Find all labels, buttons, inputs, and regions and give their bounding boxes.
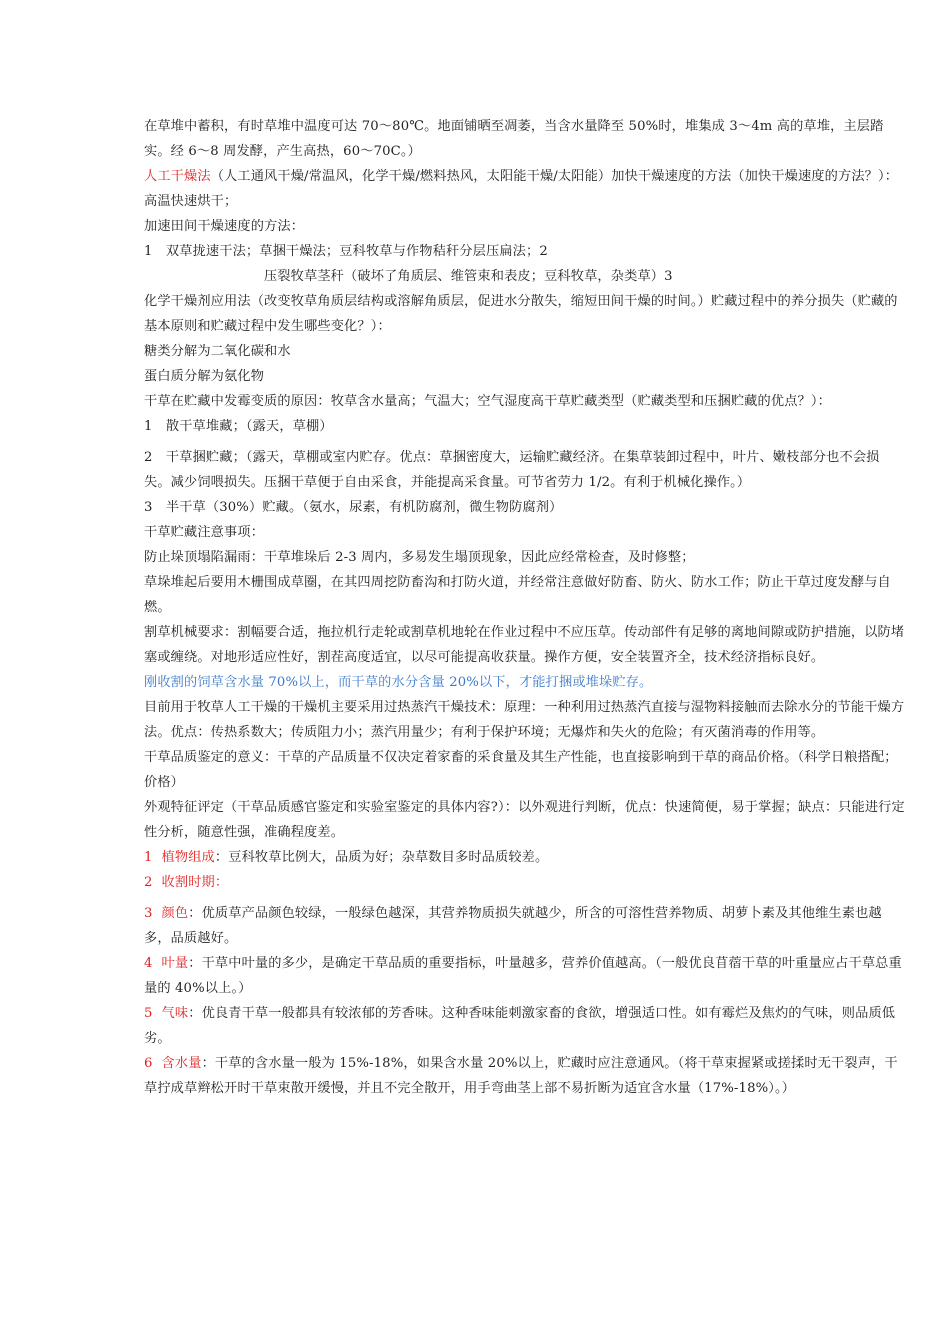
list-item-smell: 5 气味：优良青干草一般都具有较浓郁的芳香味。这种香味能刺激家畜的食欲，增强适口性。如有霉烂及焦灼的气味，则品质低劣。: [144, 1006, 896, 1046]
paragraph-storage-type-3: 3 半干草（30%）贮藏。（氨水，尿素，有机防腐剂，微生物防腐剂）: [144, 500, 563, 515]
paragraph-chemical-drying: 化学干燥剂应用法（改变牧草角质层结构或溶解角质层，促进水分散失，缩短田间干燥的时间。）贮藏过程中的养分损失（贮藏的基本原则和贮藏过程中发生哪些变化？）：: [144, 294, 898, 334]
label-moisture: 含水量: [161, 1056, 202, 1071]
list-item-plant-composition: 1 植物组成：豆科牧草比例大，品质为好；杂草数目多时品质较差。: [144, 850, 549, 865]
paragraph-protein-decomposition: 蛋白质分解为氨化物: [144, 369, 265, 384]
list-item-moisture: 6 含水量：干草的含水量一般为 15%-18%，如果含水量 20%以上，贮藏时应注意通风。（将干草束握紧或搓揉时无干裂声，干草拧成草辫松开时干草束散开缓慢，并且不完全散开，用手弯曲茎上部不易折断为适宜含水量（17%-18%）。）: [144, 1056, 898, 1096]
paragraph-method-list-2: 压裂牧草茎秆（破坏了角质层、维管束和表皮；豆科牧草，杂类草）3: [264, 269, 673, 284]
paragraph-roof-collapse: 防止垛顶塌陷漏雨：干草堆垛后 2-3 周内，多易发生塌顶现象，因此应经常检查，及时修整；: [144, 550, 695, 565]
paragraph-field-drying-methods: 加速田间干燥速度的方法：: [144, 219, 305, 234]
document-page: [144, 114, 906, 1101]
paragraph-moisture-highlight: 刚收割的饲草含水量 70%以上，而干草的水分含量 20%以下，才能打捆或堆垛贮存。: [144, 675, 653, 690]
paragraph-sugar-decomposition: 糖类分解为二氧化碳和水: [144, 344, 291, 359]
label-color: 颜色: [161, 906, 189, 921]
paragraph-haystack-fermentation: 在草堆中蓄积，有时草堆中温度可达 70～80℃。地面铺晒至凋萎，当含水量降至 50%时，堆集成 3～4m 高的草堆，主层踏实。经 6～8 周发酵，产生高热，60～70C。）: [144, 119, 884, 159]
paragraph-appearance-evaluation: 外观特征评定（干草品质感官鉴定和实验室鉴定的具体内容?）：以外观进行判断，优点：快速简便，易于掌握；缺点：只能进行定性分析，随意性强，准确程度差。: [144, 800, 905, 840]
paragraph-steam-drying: 目前用于牧草人工干燥的干燥机主要采用过热蒸汽干燥技术：原理：一种利用过热蒸汽直接与湿物料接触而去除水分的节能干燥方法。优点：传热系数大；传质阻力小；蒸汽用量少；有利于保护环境；无爆炸和失火的危险；有灭菌消毒的作用等。: [144, 700, 905, 740]
paragraph-storage-type-1: 1 散干草堆藏；（露天，草棚）: [144, 419, 333, 434]
heading-artificial-drying: 人工干燥法: [144, 169, 211, 184]
paragraph-mower-requirements: 割草机械要求：割幅要合适，拖拉机行走轮或割草机地轮在作业过程中不应压草。传动部件有足够的离地间隙或防护措施，以防堵塞或缠绕。对地形适应性好，割茬高度适宜，以尽可能提高收获量。操作方便，安全装置齐全，技术经济指标良好。: [144, 625, 905, 665]
paragraph-mold-causes: 干草在贮藏中发霉变质的原因：牧草含水量高；气温大；空气湿度高干草贮藏类型（贮藏类型和压捆贮藏的优点？）：: [144, 394, 831, 409]
list-item-leaf-amount: 4 叶量：干草中叶量的多少，是确定干草品质的重要指标，叶量越多，营养价值越高。（一般优良苜蓿干草的叶重量应占干草总重量的 40%以上。）: [144, 956, 902, 996]
paragraph-quality-significance: 干草品质鉴定的意义：干草的产品质量不仅决定着家畜的采食量及其生产性能，也直接影响到干草的商品价格。（科学日粮搭配；价格）: [144, 750, 898, 790]
label-smell: 气味: [161, 1006, 189, 1021]
label-leaf-amount: 叶量: [161, 956, 189, 971]
list-item-color: 3 颜色：优质草产品颜色较绿，一般绿色越深，其营养物质损失就越少，所含的可溶性营养物质、胡萝卜素及其他维生素也越多，品质越好。: [144, 906, 882, 946]
paragraph-method-list-1: 1 双草拢速干法；草捆干燥法；豆科牧草与作物秸秆分层压扁法；2: [144, 244, 548, 259]
paragraph-storage-type-2: 2 干草捆贮藏；（露天，草棚或室内贮存。优点：草捆密度大，运输贮藏经济。在集草装卸过程中，叶片、嫩枝部分也不会损失。减少饲喂损失。压捆干草便于自由采食，并能提高采食量。可节省劳力 1/2。有利于机械化操作。）: [144, 450, 880, 490]
list-item-harvest-time: 2 收割时期：: [144, 875, 229, 890]
label-plant-composition: 植物组成: [161, 850, 215, 865]
paragraph-artificial-drying: 人工干燥法（人工通风干燥/常温风，化学干燥/燃料热风，太阳能干燥/太阳能）加快干燥速度的方法（加快干燥速度的方法？）：高温快速烘干；: [144, 169, 899, 209]
paragraph-fire-prevention: 草垛堆起后要用木栅围成草圈，在其四周挖防畜沟和打防火道，并经常注意做好防畜、防火、防水工作；防止干草过度发酵与自燃。: [144, 575, 891, 615]
label-harvest-time: 收割时期: [161, 875, 215, 890]
paragraph-storage-notes-title: 干草贮藏注意事项：: [144, 525, 265, 540]
